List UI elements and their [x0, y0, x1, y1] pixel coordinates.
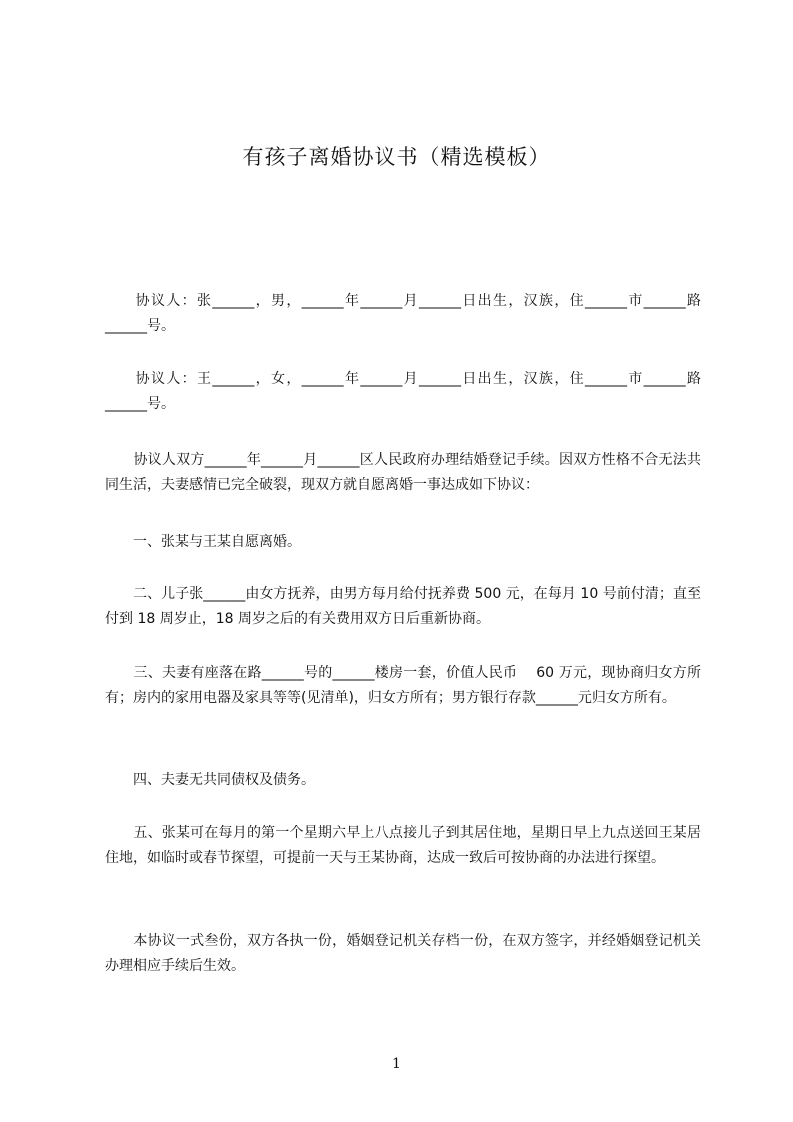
document-title: 有孩子离婚协议书（精选模板）: [242, 145, 551, 169]
clause-2-paragraph: 二、儿子张______由女方抚养，由男方每月给付抚养费 500 元，在每月 10 号前付清；直至付到 18 周岁止，18 周岁之后的有关费用双方日后重新协商。: [105, 586, 701, 627]
party-zhang-paragraph: 协议人：张______，男，______年______月______日出生，汉族，住______市______路______号。: [105, 293, 701, 334]
clause-1-paragraph: 一、张某与王某自愿离婚。: [105, 534, 301, 550]
clause-3-paragraph: 三、夫妻有座落在路______号的______楼房一套，价值人民币 60 万元，现协商归女方所有；房内的家用电器及家具等等(见清单)，归女方所有；男方银行存款______元归女方所有。: [105, 665, 701, 706]
party-wang-paragraph: 协议人：王______，女，______年______月______日出生，汉族，住______市______路______号。: [105, 371, 701, 412]
marriage-intro-paragraph: 协议人双方______年______月______区人民政府办理结婚登记手续。因双方性格不合无法共同生活，夫妻感情已完全破裂，现双方就自愿离婚一事达成如下协议：: [105, 452, 701, 493]
page-number: 1: [392, 1056, 401, 1072]
effectiveness-paragraph: 本协议一式叁份，双方各执一份，婚姻登记机关存档一份，在双方签字，并经婚姻登记机关办理相应手续后生效。: [105, 933, 701, 974]
clause-4-paragraph: 四、夫妻无共同债权及债务。: [105, 772, 315, 788]
clause-5-paragraph: 五、张某可在每月的第一个星期六早上八点接儿子到其居住地，星期日早上九点送回王某居住地，如临时或春节探望，可提前一天与王某协商，达成一致后可按协商的办法进行探望。: [105, 825, 701, 866]
